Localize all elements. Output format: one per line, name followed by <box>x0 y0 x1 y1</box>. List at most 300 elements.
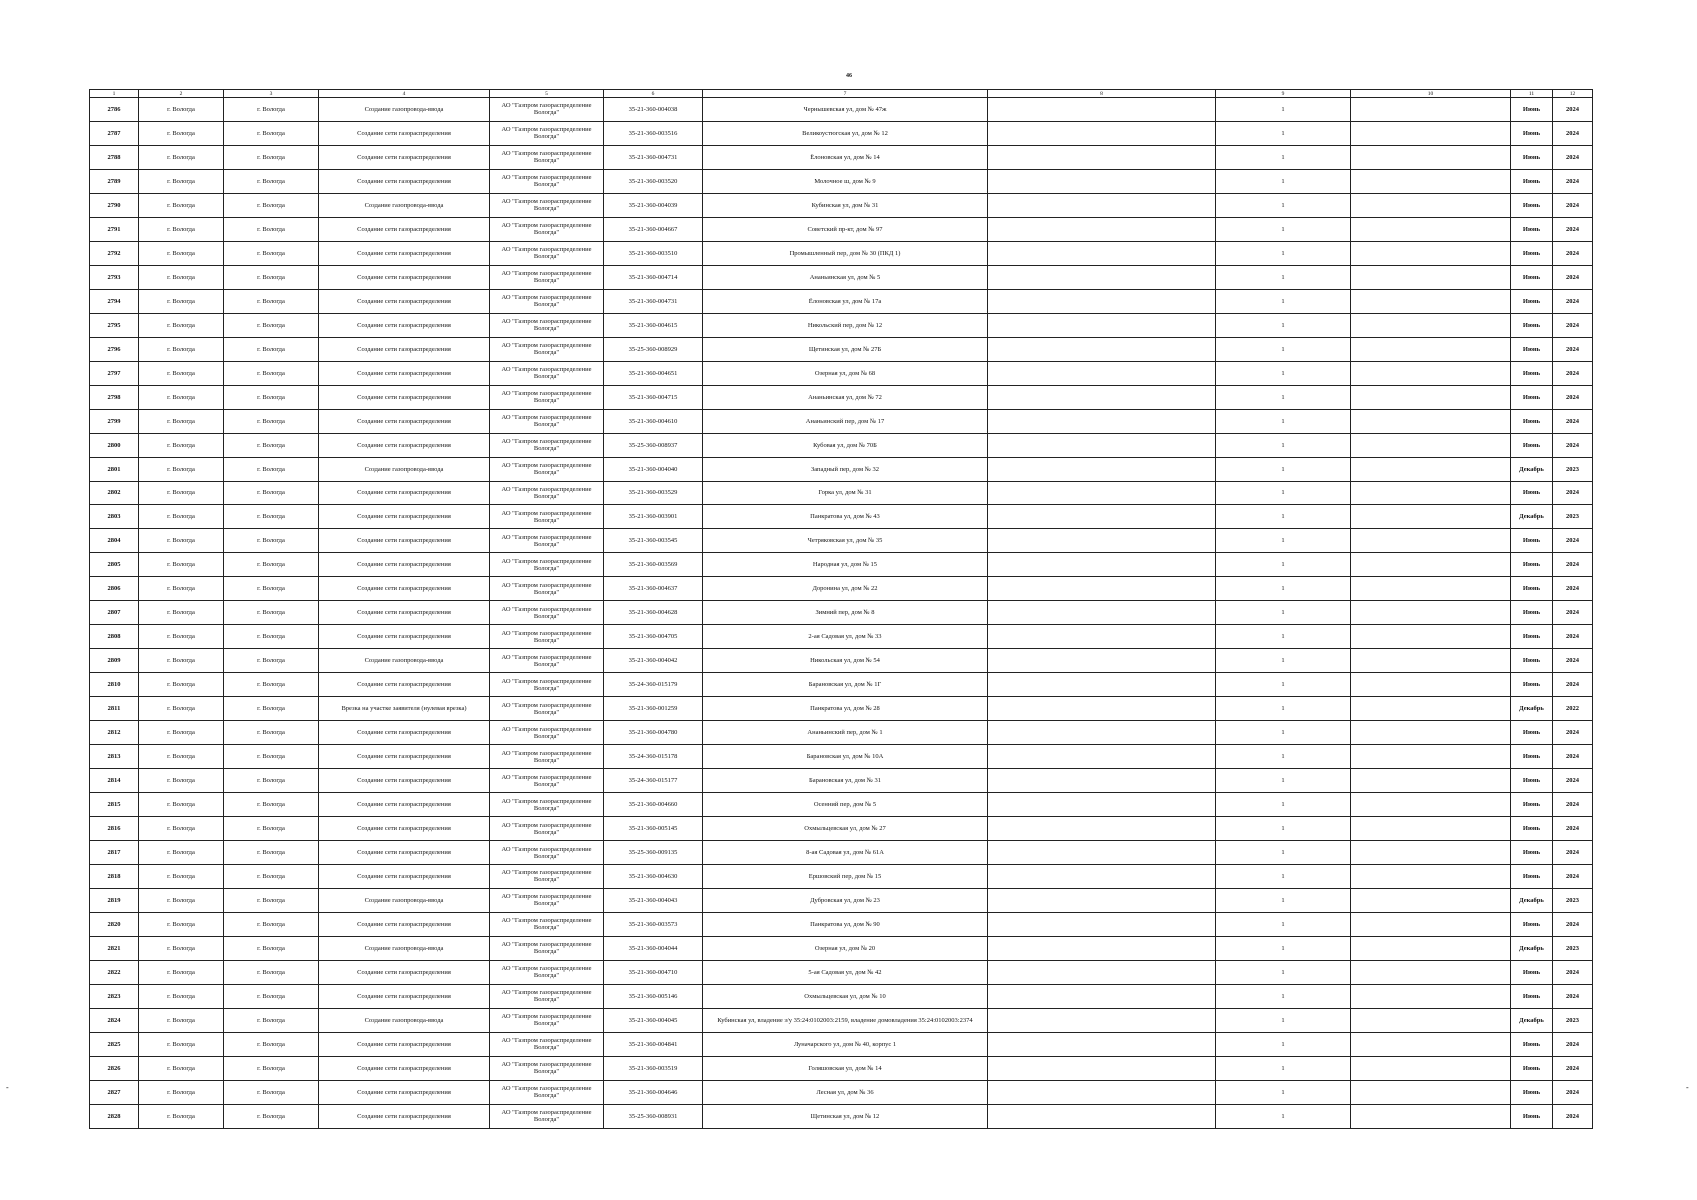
application-number-cell: 35-21-360-004705 <box>604 625 703 649</box>
count-cell: 1 <box>1216 337 1351 361</box>
application-number-cell: 35-21-360-004039 <box>604 193 703 217</box>
row-number-cell: 2787 <box>90 121 139 145</box>
month-cell: Июнь <box>1511 481 1553 505</box>
organization-cell: АО "Газпром газораспределение Вологда" <box>490 145 604 169</box>
count-cell: 1 <box>1216 193 1351 217</box>
year-cell: 2024 <box>1553 649 1593 673</box>
application-number-cell: 35-21-360-004043 <box>604 888 703 912</box>
month-cell: Июнь <box>1511 817 1553 841</box>
row-number-cell: 2803 <box>90 505 139 529</box>
row-number-cell: 2792 <box>90 241 139 265</box>
month-cell: Июнь <box>1511 529 1553 553</box>
blank-cell-8 <box>988 769 1216 793</box>
blank-cell-10 <box>1351 721 1511 745</box>
column-number: 9 <box>1216 90 1351 98</box>
month-cell: Июнь <box>1511 217 1553 241</box>
month-cell: Июнь <box>1511 1104 1553 1128</box>
application-number-cell: 35-21-360-001259 <box>604 697 703 721</box>
application-number-cell: 35-21-360-004841 <box>604 1032 703 1056</box>
month-cell: Июнь <box>1511 241 1553 265</box>
count-cell: 1 <box>1216 529 1351 553</box>
table-row <box>90 912 1593 936</box>
blank-cell-10 <box>1351 984 1511 1008</box>
application-number-cell: 35-21-360-003520 <box>604 169 703 193</box>
blank-cell-8 <box>988 649 1216 673</box>
settlement-cell: г. Вологда <box>224 457 319 481</box>
table-row <box>90 769 1593 793</box>
settlement-cell: г. Вологда <box>224 481 319 505</box>
blank-cell-8 <box>988 361 1216 385</box>
work-type-cell: Создание газопровода-ввода <box>319 457 490 481</box>
blank-cell-8 <box>988 673 1216 697</box>
count-cell: 1 <box>1216 553 1351 577</box>
settlement-cell: г. Вологда <box>224 601 319 625</box>
settlement-cell: г. Вологда <box>224 217 319 241</box>
application-number-cell: 35-21-360-004045 <box>604 1008 703 1032</box>
blank-cell-10 <box>1351 193 1511 217</box>
blank-cell-10 <box>1351 121 1511 145</box>
row-number-cell: 2820 <box>90 912 139 936</box>
blank-cell-10 <box>1351 1008 1511 1032</box>
address-cell: Голяшовская ул, дом № 14 <box>703 1056 988 1080</box>
month-cell: Июнь <box>1511 553 1553 577</box>
count-cell: 1 <box>1216 817 1351 841</box>
address-cell: Луначарского ул, дом № 40, корпус 1 <box>703 1032 988 1056</box>
table-row <box>90 1032 1593 1056</box>
settlement-cell: г. Вологда <box>224 361 319 385</box>
year-cell: 2024 <box>1553 385 1593 409</box>
municipality-cell: г. Вологда <box>139 553 224 577</box>
address-cell: Ёлоновская ул, дом № 14 <box>703 145 988 169</box>
application-number-cell: 35-21-360-004780 <box>604 721 703 745</box>
settlement-cell: г. Вологда <box>224 169 319 193</box>
work-type-cell: Создание сети газораспределения <box>319 912 490 936</box>
organization-cell: АО "Газпром газораспределение Вологда" <box>490 433 604 457</box>
table-row <box>90 361 1593 385</box>
row-number-cell: 2810 <box>90 673 139 697</box>
table-row <box>90 385 1593 409</box>
organization-cell: АО "Газпром газораспределение Вологда" <box>490 745 604 769</box>
address-cell: Горка ул, дом № 31 <box>703 481 988 505</box>
settlement-cell: г. Вологда <box>224 121 319 145</box>
month-cell: Июнь <box>1511 433 1553 457</box>
settlement-cell: г. Вологда <box>224 337 319 361</box>
blank-cell-8 <box>988 409 1216 433</box>
table-row <box>90 457 1593 481</box>
table-row <box>90 1008 1593 1032</box>
organization-cell: АО "Газпром газораспределение Вологда" <box>490 960 604 984</box>
work-type-cell: Создание сети газораспределения <box>319 529 490 553</box>
year-cell: 2024 <box>1553 241 1593 265</box>
month-cell: Июнь <box>1511 121 1553 145</box>
blank-cell-8 <box>988 457 1216 481</box>
organization-cell: АО "Газпром газораспределение Вологда" <box>490 529 604 553</box>
municipality-cell: г. Вологда <box>139 793 224 817</box>
month-cell: Декабрь <box>1511 936 1553 960</box>
count-cell: 1 <box>1216 265 1351 289</box>
blank-cell-10 <box>1351 960 1511 984</box>
application-number-cell: 35-25-360-008929 <box>604 337 703 361</box>
blank-cell-10 <box>1351 577 1511 601</box>
work-type-cell: Создание сети газораспределения <box>319 1104 490 1128</box>
address-cell: Ананьинская ул, дом № 5 <box>703 265 988 289</box>
table-row <box>90 841 1593 865</box>
year-cell: 2024 <box>1553 625 1593 649</box>
work-type-cell: Создание сети газораспределения <box>319 601 490 625</box>
work-type-cell: Создание сети газораспределения <box>319 217 490 241</box>
table-row <box>90 121 1593 145</box>
month-cell: Июнь <box>1511 601 1553 625</box>
address-cell: Лесная ул, дом № 36 <box>703 1080 988 1104</box>
row-number-cell: 2806 <box>90 577 139 601</box>
address-cell: Озерная ул, дом № 20 <box>703 936 988 960</box>
work-type-cell: Создание сети газораспределения <box>319 673 490 697</box>
year-cell: 2024 <box>1553 313 1593 337</box>
year-cell: 2023 <box>1553 1008 1593 1032</box>
row-number-cell: 2816 <box>90 817 139 841</box>
work-type-cell: Создание сети газораспределения <box>319 577 490 601</box>
settlement-cell: г. Вологда <box>224 960 319 984</box>
work-type-cell: Создание сети газораспределения <box>319 1080 490 1104</box>
table-row <box>90 193 1593 217</box>
year-cell: 2024 <box>1553 817 1593 841</box>
blank-cell-8 <box>988 936 1216 960</box>
row-number-cell: 2815 <box>90 793 139 817</box>
blank-cell-8 <box>988 433 1216 457</box>
address-cell: Западный пер, дом № 32 <box>703 457 988 481</box>
application-number-cell: 35-21-360-003519 <box>604 1056 703 1080</box>
blank-cell-10 <box>1351 673 1511 697</box>
year-cell: 2024 <box>1553 553 1593 577</box>
month-cell: Июнь <box>1511 1032 1553 1056</box>
organization-cell: АО "Газпром газораспределение Вологда" <box>490 1056 604 1080</box>
settlement-cell: г. Вологда <box>224 888 319 912</box>
address-cell: Никольский пер, дом № 12 <box>703 313 988 337</box>
settlement-cell: г. Вологда <box>224 241 319 265</box>
blank-cell-8 <box>988 505 1216 529</box>
month-cell: Июнь <box>1511 769 1553 793</box>
organization-cell: АО "Газпром газораспределение Вологда" <box>490 553 604 577</box>
blank-cell-8 <box>988 98 1216 122</box>
table-row <box>90 481 1593 505</box>
count-cell: 1 <box>1216 217 1351 241</box>
row-number-cell: 2826 <box>90 1056 139 1080</box>
municipality-cell: г. Вологда <box>139 673 224 697</box>
blank-cell-10 <box>1351 241 1511 265</box>
work-type-cell: Создание сети газораспределения <box>319 793 490 817</box>
address-cell: Кубовая ул, дом № 70Б <box>703 433 988 457</box>
table-row <box>90 817 1593 841</box>
count-cell: 1 <box>1216 745 1351 769</box>
blank-cell-10 <box>1351 481 1511 505</box>
table-row <box>90 1080 1593 1104</box>
municipality-cell: г. Вологда <box>139 289 224 313</box>
organization-cell: АО "Газпром газораспределение Вологда" <box>490 984 604 1008</box>
application-number-cell: 35-21-360-003573 <box>604 912 703 936</box>
count-cell: 1 <box>1216 289 1351 313</box>
blank-cell-10 <box>1351 912 1511 936</box>
count-cell: 1 <box>1216 649 1351 673</box>
row-number-cell: 2795 <box>90 313 139 337</box>
year-cell: 2024 <box>1553 337 1593 361</box>
organization-cell: АО "Газпром газораспределение Вологда" <box>490 625 604 649</box>
column-number: 12 <box>1553 90 1593 98</box>
organization-cell: АО "Газпром газораспределение Вологда" <box>490 169 604 193</box>
month-cell: Июнь <box>1511 673 1553 697</box>
municipality-cell: г. Вологда <box>139 984 224 1008</box>
month-cell: Июнь <box>1511 337 1553 361</box>
year-cell: 2024 <box>1553 841 1593 865</box>
row-number-cell: 2817 <box>90 841 139 865</box>
blank-cell-8 <box>988 241 1216 265</box>
organization-cell: АО "Газпром газораспределение Вологда" <box>490 121 604 145</box>
address-cell: Четряковская ул, дом № 35 <box>703 529 988 553</box>
table-row <box>90 721 1593 745</box>
row-number-cell: 2801 <box>90 457 139 481</box>
settlement-cell: г. Вологда <box>224 649 319 673</box>
work-type-cell: Создание сети газораспределения <box>319 121 490 145</box>
table-row <box>90 289 1593 313</box>
blank-cell-10 <box>1351 625 1511 649</box>
address-cell: Народная ул, дом № 15 <box>703 553 988 577</box>
municipality-cell: г. Вологда <box>139 649 224 673</box>
settlement-cell: г. Вологда <box>224 984 319 1008</box>
table-row <box>90 409 1593 433</box>
municipality-cell: г. Вологда <box>139 265 224 289</box>
blank-cell-8 <box>988 601 1216 625</box>
row-number-cell: 2822 <box>90 960 139 984</box>
year-cell: 2024 <box>1553 289 1593 313</box>
work-type-cell: Создание сети газораспределения <box>319 385 490 409</box>
year-cell: 2024 <box>1553 960 1593 984</box>
year-cell: 2024 <box>1553 1056 1593 1080</box>
application-number-cell: 35-25-360-009135 <box>604 841 703 865</box>
month-cell: Июнь <box>1511 313 1553 337</box>
work-type-cell: Создание сети газораспределения <box>319 433 490 457</box>
application-number-cell: 35-24-360-015178 <box>604 745 703 769</box>
work-type-cell: Создание сети газораспределения <box>319 625 490 649</box>
organization-cell: АО "Газпром газораспределение Вологда" <box>490 193 604 217</box>
month-cell: Июнь <box>1511 984 1553 1008</box>
organization-cell: АО "Газпром газораспределение Вологда" <box>490 457 604 481</box>
blank-cell-8 <box>988 121 1216 145</box>
count-cell: 1 <box>1216 1080 1351 1104</box>
address-cell: Великоустюгская ул, дом № 12 <box>703 121 988 145</box>
month-cell: Июнь <box>1511 865 1553 889</box>
blank-cell-10 <box>1351 385 1511 409</box>
count-cell: 1 <box>1216 409 1351 433</box>
row-number-cell: 2818 <box>90 865 139 889</box>
address-cell: Осенний пер, дом № 5 <box>703 793 988 817</box>
count-cell: 1 <box>1216 505 1351 529</box>
blank-cell-8 <box>988 313 1216 337</box>
organization-cell: АО "Газпром газораспределение Вологда" <box>490 912 604 936</box>
blank-cell-8 <box>988 865 1216 889</box>
municipality-cell: г. Вологда <box>139 98 224 122</box>
row-number-cell: 2824 <box>90 1008 139 1032</box>
table-row <box>90 1056 1593 1080</box>
work-type-cell: Врезка на участке заявителя (нулевая врезка) <box>319 697 490 721</box>
blank-cell-10 <box>1351 553 1511 577</box>
blank-cell-10 <box>1351 457 1511 481</box>
organization-cell: АО "Газпром газораспределение Вологда" <box>490 361 604 385</box>
count-cell: 1 <box>1216 481 1351 505</box>
blank-cell-8 <box>988 841 1216 865</box>
month-cell: Июнь <box>1511 169 1553 193</box>
application-number-cell: 35-21-360-003545 <box>604 529 703 553</box>
table-row <box>90 649 1593 673</box>
application-number-cell: 35-21-360-004714 <box>604 265 703 289</box>
blank-cell-10 <box>1351 1032 1511 1056</box>
application-number-cell: 35-21-360-004042 <box>604 649 703 673</box>
count-cell: 1 <box>1216 313 1351 337</box>
column-number: 7 <box>703 90 988 98</box>
blank-cell-8 <box>988 145 1216 169</box>
month-cell: Июнь <box>1511 793 1553 817</box>
municipality-cell: г. Вологда <box>139 625 224 649</box>
organization-cell: АО "Газпром газораспределение Вологда" <box>490 1104 604 1128</box>
organization-cell: АО "Газпром газораспределение Вологда" <box>490 888 604 912</box>
municipality-cell: г. Вологда <box>139 960 224 984</box>
organization-cell: АО "Газпром газораспределение Вологда" <box>490 817 604 841</box>
month-cell: Июнь <box>1511 361 1553 385</box>
blank-cell-8 <box>988 625 1216 649</box>
municipality-cell: г. Вологда <box>139 817 224 841</box>
work-type-cell: Создание газопровода-ввода <box>319 98 490 122</box>
blank-cell-8 <box>988 169 1216 193</box>
row-number-cell: 2797 <box>90 361 139 385</box>
month-cell: Декабрь <box>1511 1008 1553 1032</box>
year-cell: 2024 <box>1553 984 1593 1008</box>
year-cell: 2024 <box>1553 793 1593 817</box>
count-cell: 1 <box>1216 888 1351 912</box>
municipality-cell: г. Вологда <box>139 936 224 960</box>
blank-cell-10 <box>1351 505 1511 529</box>
month-cell: Июнь <box>1511 721 1553 745</box>
year-cell: 2023 <box>1553 505 1593 529</box>
work-type-cell: Создание сети газораспределения <box>319 289 490 313</box>
count-cell: 1 <box>1216 1056 1351 1080</box>
settlement-cell: г. Вологда <box>224 865 319 889</box>
row-number-cell: 2809 <box>90 649 139 673</box>
work-type-cell: Создание сети газораспределения <box>319 145 490 169</box>
settlement-cell: г. Вологда <box>224 289 319 313</box>
address-cell: Ёлоновская ул, дом № 17а <box>703 289 988 313</box>
application-number-cell: 35-21-360-004628 <box>604 601 703 625</box>
organization-cell: АО "Газпром газораспределение Вологда" <box>490 409 604 433</box>
blank-cell-10 <box>1351 793 1511 817</box>
settlement-cell: г. Вологда <box>224 505 319 529</box>
municipality-cell: г. Вологда <box>139 745 224 769</box>
count-cell: 1 <box>1216 361 1351 385</box>
table-row <box>90 625 1593 649</box>
application-number-cell: 35-21-360-005145 <box>604 817 703 841</box>
address-cell: Советский пр-кт, дом № 97 <box>703 217 988 241</box>
year-cell: 2024 <box>1553 745 1593 769</box>
address-cell: Чернышевская ул, дом № 47ж <box>703 98 988 122</box>
organization-cell: АО "Газпром газораспределение Вологда" <box>490 289 604 313</box>
column-number: 6 <box>604 90 703 98</box>
application-number-cell: 35-21-360-004710 <box>604 960 703 984</box>
year-cell: 2024 <box>1553 769 1593 793</box>
settlement-cell: г. Вологда <box>224 697 319 721</box>
table-row <box>90 888 1593 912</box>
column-number: 1 <box>90 90 139 98</box>
row-number-cell: 2786 <box>90 98 139 122</box>
municipality-cell: г. Вологда <box>139 313 224 337</box>
blank-cell-10 <box>1351 888 1511 912</box>
municipality-cell: г. Вологда <box>139 1032 224 1056</box>
application-number-cell: 35-25-360-008937 <box>604 433 703 457</box>
year-cell: 2024 <box>1553 1080 1593 1104</box>
count-cell: 1 <box>1216 169 1351 193</box>
count-cell: 1 <box>1216 936 1351 960</box>
settlement-cell: г. Вологда <box>224 409 319 433</box>
blank-cell-10 <box>1351 1104 1511 1128</box>
table-row <box>90 217 1593 241</box>
table-row <box>90 433 1593 457</box>
work-type-cell: Создание сети газораспределения <box>319 960 490 984</box>
row-number-cell: 2794 <box>90 289 139 313</box>
address-cell: Кубинская ул, владение з/у 35:24:0102003:2159, владение домовладения 35:24:0102003:2374 <box>703 1008 988 1032</box>
blank-cell-8 <box>988 721 1216 745</box>
address-cell: Охмыльцевская ул, дом № 10 <box>703 984 988 1008</box>
settlement-cell: г. Вологда <box>224 673 319 697</box>
blank-cell-10 <box>1351 409 1511 433</box>
address-cell: Кубинская ул, дом № 31 <box>703 193 988 217</box>
work-type-cell: Создание газопровода-ввода <box>319 1008 490 1032</box>
table-row <box>90 169 1593 193</box>
row-number-cell: 2828 <box>90 1104 139 1128</box>
blank-cell-10 <box>1351 98 1511 122</box>
month-cell: Июнь <box>1511 98 1553 122</box>
column-number-row <box>90 90 1593 98</box>
address-cell: Ершовский пер, дом № 15 <box>703 865 988 889</box>
count-cell: 1 <box>1216 577 1351 601</box>
application-number-cell: 35-21-360-004715 <box>604 385 703 409</box>
address-cell: Панкратова ул, дом № 90 <box>703 912 988 936</box>
municipality-cell: г. Вологда <box>139 1008 224 1032</box>
municipality-cell: г. Вологда <box>139 865 224 889</box>
address-cell: 8-ая Садовая ул, дом № 61А <box>703 841 988 865</box>
column-number: 5 <box>490 90 604 98</box>
application-number-cell: 35-25-360-008931 <box>604 1104 703 1128</box>
table-row <box>90 793 1593 817</box>
settlement-cell: г. Вологда <box>224 936 319 960</box>
blank-cell-10 <box>1351 697 1511 721</box>
municipality-cell: г. Вологда <box>139 912 224 936</box>
address-cell: Озерная ул, дом № 68 <box>703 361 988 385</box>
settlement-cell: г. Вологда <box>224 817 319 841</box>
application-number-cell: 35-21-360-004646 <box>604 1080 703 1104</box>
row-number-cell: 2799 <box>90 409 139 433</box>
blank-cell-10 <box>1351 529 1511 553</box>
year-cell: 2024 <box>1553 145 1593 169</box>
address-cell: Никольская ул, дом № 54 <box>703 649 988 673</box>
organization-cell: АО "Газпром газораспределение Вологда" <box>490 1032 604 1056</box>
application-number-cell: 35-21-360-004038 <box>604 98 703 122</box>
count-cell: 1 <box>1216 433 1351 457</box>
application-number-cell: 35-21-360-004637 <box>604 577 703 601</box>
month-cell: Июнь <box>1511 409 1553 433</box>
work-type-cell: Создание сети газораспределения <box>319 769 490 793</box>
address-cell: 2-ая Садовая ул, дом № 33 <box>703 625 988 649</box>
address-cell: Зимний пер, дом № 8 <box>703 601 988 625</box>
blank-cell-8 <box>988 265 1216 289</box>
blank-cell-10 <box>1351 361 1511 385</box>
settlement-cell: г. Вологда <box>224 1032 319 1056</box>
settlement-cell: г. Вологда <box>224 1056 319 1080</box>
